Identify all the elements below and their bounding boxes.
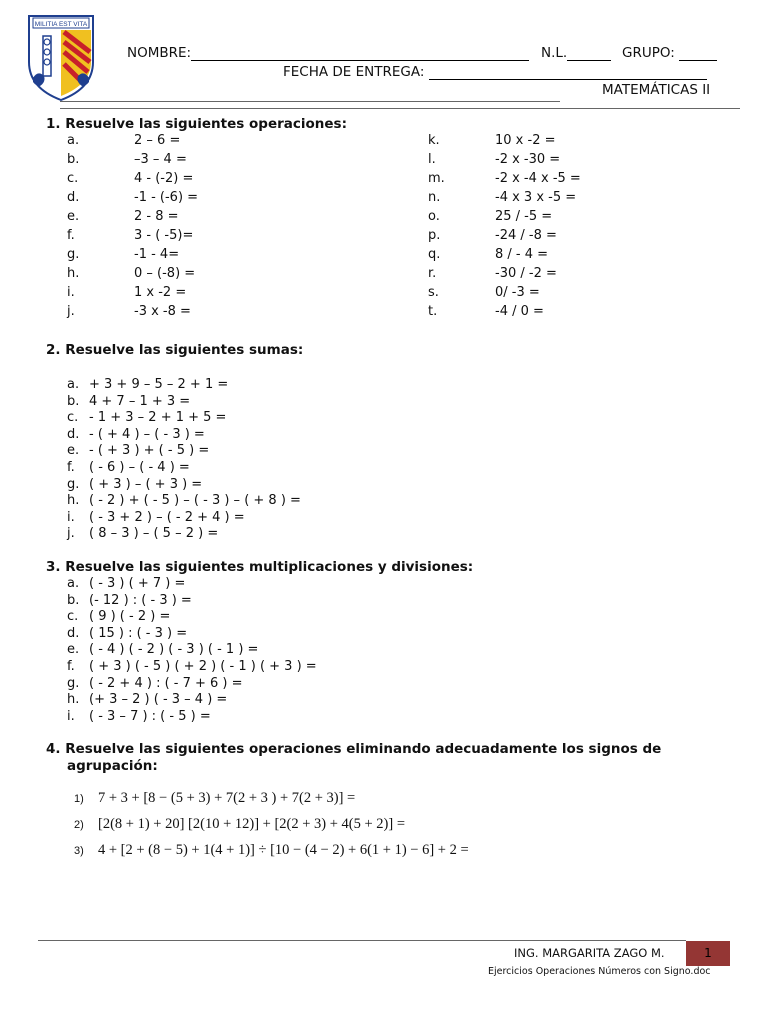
list-item [67,626,187,641]
item-letter: c. [67,410,79,426]
item-letter: g. [67,675,80,691]
item-expression: ( - 3 + 2 ) – ( - 2 + 4 ) = [89,509,245,525]
item-letter: d. [67,190,80,205]
item-letter: 2) [74,819,84,831]
nombre-blank-line [191,47,529,61]
footer-author: ING. MARGARITA ZAGO M. [514,946,665,960]
item-letter: 3) [74,845,84,857]
list-item [67,394,190,409]
list-item [428,228,557,243]
item-letter: g. [67,476,80,492]
item-expression: 7 + 3 + [8 − (5 + 3) + 7(2 + 3 ) + 7(2 + 3)] = [98,790,356,806]
item-expression: 10 x -2 = [495,133,556,148]
list-item [67,266,195,281]
item-letter: o. [428,209,440,224]
item-expression: [2(8 + 1) + 20] [2(10 + 12)] + [2(2 + 3) + 4(5 + 2)] = [98,816,406,832]
item-letter: f. [67,659,75,674]
item-expression: - ( + 3 ) + ( - 5 ) = [89,443,210,459]
list-item [67,285,186,300]
item-letter: i. [67,708,75,724]
list-item [67,377,228,392]
grupo-field [622,45,717,61]
equation-item [74,816,405,833]
list-item [67,576,185,591]
list-item [67,593,192,608]
item-expression: ( + 3 ) ( - 5 ) ( + 2 ) ( - 1 ) ( + 3 ) = [89,659,317,674]
item-letter: a. [67,576,80,591]
fecha-label: FECHA DE ENTREGA: [283,64,425,80]
item-expression: 8 / - 4 = [495,247,549,262]
item-letter: g. [67,247,80,262]
school-crest-logo [24,12,98,102]
item-expression: -3 x -8 = [134,304,191,319]
fecha-blank-line [429,66,707,80]
item-expression: (+ 3 – 2 ) ( - 3 – 4 ) = [89,692,228,708]
item-expression: (- 12 ) : ( - 3 ) = [89,592,192,608]
section2-title: 2. Resuelve las siguientes sumas: [46,342,304,358]
item-expression: -1 - (-6) = [134,190,199,205]
item-letter: e. [67,209,80,224]
nl-label: N.L. [541,45,568,61]
list-item [428,266,557,281]
item-expression: -4 / 0 = [495,304,544,319]
item-letter: m. [428,171,445,186]
list-item [428,133,556,148]
nombre-field [127,45,529,61]
list-item [428,285,540,300]
item-expression: -2 x -30 = [495,152,561,167]
item-letter: b. [67,152,80,167]
list-item [428,152,560,167]
section1-title: 1. Resuelve las siguientes operaciones: [46,116,347,132]
item-letter: e. [67,443,80,459]
item-expression: 4 - (-2) = [134,171,194,186]
list-item [67,427,205,442]
section4-title-line1: 4. Resuelve las siguientes operaciones eliminando adecuadamente los signos de [46,741,662,757]
svg-text:MILITIA EST VITA: MILITIA EST VITA [34,21,88,28]
list-item [67,443,209,458]
footer-filename: Ejercicios Operaciones Números con Signo.doc [488,966,711,977]
item-expression: -2 x -4 x -5 = [495,171,581,186]
item-expression: -1 - 4= [134,247,180,262]
list-item [67,190,198,205]
list-item [67,493,301,508]
nl-field [541,45,611,61]
nombre-label: NOMBRE: [127,45,192,61]
item-letter: h. [67,493,80,509]
item-expression: –3 – 4 = [134,152,187,167]
grupo-label: GRUPO: [622,45,675,61]
item-expression: ( 15 ) : ( - 3 ) = [89,625,188,641]
item-expression: 0/ -3 = [495,285,540,300]
item-letter: c. [67,609,79,625]
item-letter: j. [67,526,75,542]
item-letter: l. [428,152,436,167]
grupo-blank-line [679,47,717,61]
item-expression: -30 / -2 = [495,266,557,281]
item-expression: 4 + [2 + (8 − 5) + 1(4 + 1)] ÷ [10 − (4 − 2) + 6(1 + 1) − 6] + 2 = [98,842,469,858]
item-expression: 4 + 7 – 1 + 3 = [89,393,191,409]
item-expression: ( - 3 – 7 ) : ( - 5 ) = [89,708,211,724]
item-expression: ( + 3 ) – ( + 3 ) = [89,476,203,492]
item-letter: h. [67,692,80,708]
item-expression: 2 – 6 = [134,133,181,148]
item-expression: 2 - 8 = [134,209,179,224]
item-letter: i. [67,509,75,525]
item-expression: - 1 + 3 – 2 + 1 + 5 = [89,410,227,426]
item-letter: d. [67,625,80,641]
header-rule [60,108,740,109]
fecha-field [283,64,707,80]
list-item [67,609,170,624]
item-letter: c. [67,171,79,186]
item-expression: -4 x 3 x -5 = [495,190,577,205]
item-expression: ( - 2 ) + ( - 5 ) – ( - 3 ) – ( + 8 ) = [89,493,301,509]
item-expression: ( - 2 + 4 ) : ( - 7 + 6 ) = [89,675,243,691]
item-letter: e. [67,642,80,658]
list-item [428,209,552,224]
nl-blank-line [567,47,611,61]
item-expression: ( 9 ) ( - 2 ) = [89,609,171,625]
item-expression: ( 8 – 3 ) – ( 5 – 2 ) = [89,526,219,542]
list-item [67,526,218,541]
item-expression: 3 - ( -5)= [134,228,194,243]
item-letter: f. [67,460,75,475]
list-item [428,304,544,319]
item-letter: h. [67,266,80,281]
list-item [67,477,202,492]
item-expression: -24 / -8 = [495,228,557,243]
item-letter: a. [67,133,80,148]
item-expression: + 3 + 9 – 5 – 2 + 1 = [89,377,229,392]
item-letter: i. [67,285,75,300]
list-item [67,171,193,186]
list-item [67,152,187,167]
item-expression: ( - 4 ) ( - 2 ) ( - 3 ) ( - 1 ) = [89,642,259,658]
item-letter: k. [428,133,440,148]
list-item [428,190,576,205]
item-expression: 1 x -2 = [134,285,187,300]
section3-title: 3. Resuelve las siguientes multiplicaciones y divisiones: [46,559,474,575]
list-item [67,659,317,674]
footer-rule [38,940,686,941]
item-letter: d. [67,426,80,442]
item-letter: a. [67,377,80,392]
list-item [67,209,179,224]
list-item [428,247,548,262]
header-rule-short [60,101,560,102]
item-letter: f. [67,228,75,243]
item-expression: ( - 6 ) – ( - 4 ) = [89,460,190,475]
item-expression: 25 / -5 = [495,209,553,224]
list-item [67,247,179,262]
section4-title-line2: agrupación: [67,758,158,774]
list-item [67,676,243,691]
list-item [67,304,191,319]
item-letter: 1) [74,793,84,805]
item-letter: b. [67,393,80,409]
list-item [67,460,190,475]
item-expression: - ( + 4 ) – ( - 3 ) = [89,426,205,442]
item-letter: b. [67,592,80,608]
equation-item [74,842,469,859]
list-item [67,133,180,148]
item-expression: 0 – (-8) = [134,266,196,281]
item-expression: ( - 3 ) ( + 7 ) = [89,576,186,591]
list-item [67,228,193,243]
page-number-badge: 1 [686,941,730,966]
item-letter: j. [67,304,75,319]
item-letter: q. [428,247,441,262]
list-item [67,692,227,707]
subject-label: MATEMÁTICAS II [602,82,711,98]
list-item [67,410,226,425]
item-letter: p. [428,228,441,243]
item-letter: r. [428,266,437,281]
list-item [67,642,258,657]
item-letter: s. [428,285,439,300]
list-item [67,510,245,525]
list-item [67,709,211,724]
list-item [428,171,581,186]
equation-item [74,790,355,807]
item-letter: n. [428,190,441,205]
item-letter: t. [428,304,438,319]
